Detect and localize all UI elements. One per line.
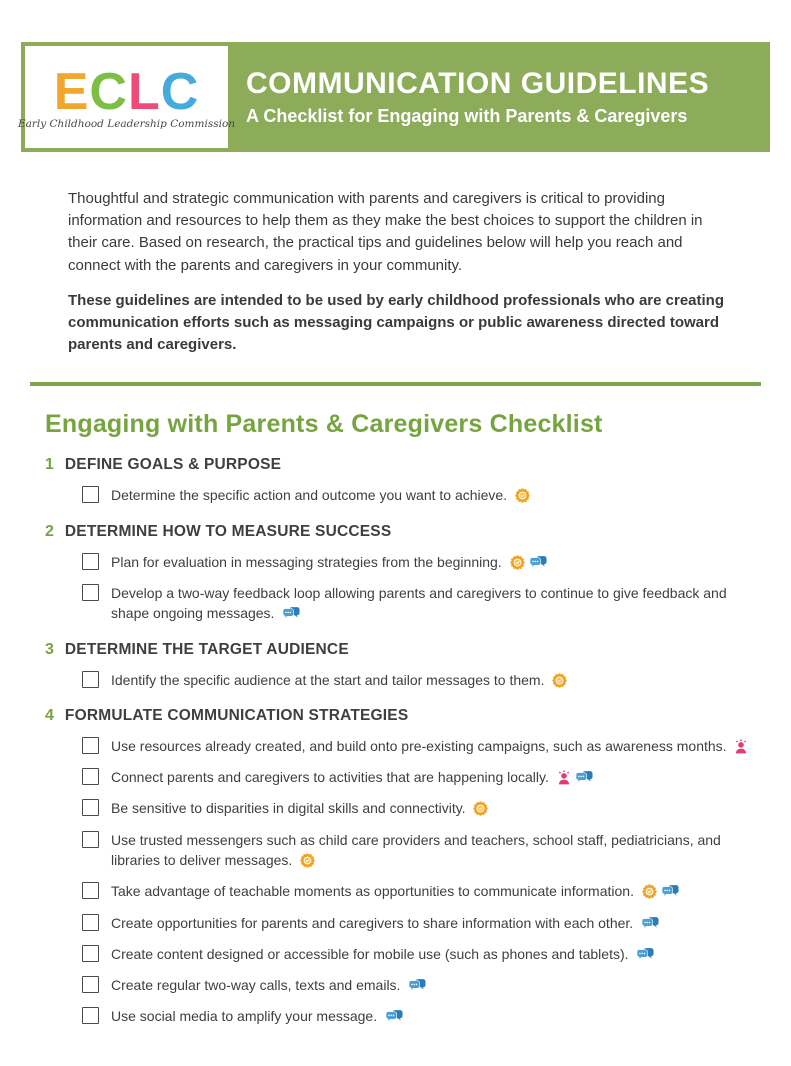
award-badge-icon xyxy=(510,555,525,570)
speech-bubbles-icon xyxy=(408,978,426,993)
logo-letter: L xyxy=(127,62,161,121)
section-items xyxy=(45,736,761,1027)
checkbox[interactable] xyxy=(82,914,99,931)
checklist-heading: Engaging with Parents & Caregivers Checklist xyxy=(45,410,603,439)
checkbox[interactable] xyxy=(82,831,99,848)
checklist-section xyxy=(45,707,761,1027)
speech-bubbles-icon xyxy=(385,1009,403,1024)
speech-bubbles-icon xyxy=(641,916,659,931)
item-text: Be sensitive to disparities in digital skills and connectivity. xyxy=(111,798,488,818)
item-text: Create regular two-way calls, texts and emails. xyxy=(111,975,426,995)
section-header xyxy=(45,707,761,725)
item-text: Identify the specific audience at the start and tailor messages to them. xyxy=(111,670,567,690)
section-header xyxy=(45,456,761,474)
header-banner xyxy=(17,42,770,152)
checkbox[interactable] xyxy=(82,768,99,785)
checkbox[interactable] xyxy=(82,737,99,754)
checklist-item xyxy=(82,670,761,690)
checklist-section xyxy=(45,641,761,690)
checklist-item xyxy=(82,975,761,995)
award-badge-icon xyxy=(642,884,657,899)
speech-bubbles-icon xyxy=(661,884,679,899)
logo-tagline: Early Childhood Leadership Commission xyxy=(17,118,236,131)
eclc-logo xyxy=(17,46,236,148)
person-icon xyxy=(557,770,571,785)
section-number: 4 xyxy=(45,706,54,724)
item-text: Develop a two-way feedback loop allowing parents and caregivers to continue to give feedback and shape ongoing messages. xyxy=(111,584,727,622)
intro-paragraph-1: Thoughtful and strategic communication with parents and caregivers is critical to providing information and resources to help them as they make the best choices to support the children in their care. Based on research, the practical tips and guidelines below will help you reach and connect with the parents and caregivers in your community. xyxy=(68,190,703,274)
item-text: Create opportunities for parents and caregivers to share information with each other. xyxy=(111,913,659,933)
section-title: DEFINE GOALS & PURPOSE xyxy=(64,456,282,474)
checkbox[interactable] xyxy=(82,486,99,503)
header-titles xyxy=(228,46,766,148)
section-title: DETERMINE THE TARGET AUDIENCE xyxy=(64,640,349,658)
section-items xyxy=(45,670,761,690)
checkbox[interactable] xyxy=(82,553,99,570)
checkbox[interactable] xyxy=(82,584,99,601)
checklist-item xyxy=(82,913,761,933)
checkbox[interactable] xyxy=(82,1007,99,1024)
item-text: Use trusted messengers such as child care providers and teachers, school staff, pediatricians, and libraries to deliver messages. xyxy=(111,831,721,868)
logo-letter: E xyxy=(53,62,90,121)
item-text: Use resources already created, and build onto pre-existing campaigns, such as awareness months. xyxy=(111,736,748,756)
checkbox[interactable] xyxy=(82,671,99,688)
speech-bubbles-icon xyxy=(575,770,593,785)
section-number: 3 xyxy=(45,640,54,658)
checklist-item xyxy=(82,798,761,818)
speech-bubbles-icon xyxy=(636,947,654,962)
item-text: Create content designed or accessible for mobile use (such as phones and tablets). xyxy=(111,944,654,964)
checklist-item xyxy=(82,485,761,505)
section-items xyxy=(45,485,761,505)
award-badge-icon xyxy=(300,853,315,868)
item-text: Take advantage of teachable moments as opportunities to communicate information. xyxy=(111,881,679,901)
checkbox[interactable] xyxy=(82,976,99,993)
page-subtitle: A Checklist for Engaging with Parents & Caregivers xyxy=(246,106,688,126)
intro-paragraph-2: These guidelines are intended to be used by early childhood professionals who are creating communication efforts such as messaging campaigns or public awareness directed toward parents and caregivers. xyxy=(68,291,724,354)
logo-letter: C xyxy=(160,62,200,121)
section-number: 2 xyxy=(45,522,54,540)
checkbox[interactable] xyxy=(82,945,99,962)
logo-letter: C xyxy=(89,62,128,121)
award-badge-icon xyxy=(515,488,530,503)
section-header xyxy=(45,523,761,541)
item-text: Plan for evaluation in messaging strategies from the beginning. xyxy=(111,552,547,572)
intro-text xyxy=(68,188,735,356)
section-number: 1 xyxy=(45,456,54,474)
section-items xyxy=(45,552,761,624)
item-text: Use social media to amplify your message. xyxy=(111,1006,403,1026)
checklist-section xyxy=(45,456,761,505)
speech-bubbles-icon xyxy=(282,606,300,621)
checkbox[interactable] xyxy=(82,882,99,899)
checklist-sections xyxy=(45,456,761,1026)
checklist-item xyxy=(82,767,761,787)
checklist-item xyxy=(82,552,761,572)
page-title: COMMUNICATION GUIDELINES xyxy=(246,67,710,100)
checklist-item xyxy=(82,944,761,964)
award-badge-icon xyxy=(473,801,488,816)
checklist-item xyxy=(82,583,761,624)
checklist-item xyxy=(82,736,761,756)
section-header xyxy=(45,641,761,659)
item-text: Determine the specific action and outcome you want to achieve. xyxy=(111,485,530,505)
checklist-section xyxy=(45,523,761,624)
checklist-item xyxy=(82,881,761,901)
item-text: Connect parents and caregivers to activities that are happening locally. xyxy=(111,767,593,787)
checklist-item xyxy=(82,830,761,871)
section-title: DETERMINE HOW TO MEASURE SUCCESS xyxy=(64,522,392,540)
checkbox[interactable] xyxy=(82,799,99,816)
section-divider xyxy=(30,382,761,386)
section-title: FORMULATE COMMUNICATION STRATEGIES xyxy=(64,706,409,724)
logo-wordmark xyxy=(53,62,200,121)
speech-bubbles-icon xyxy=(529,555,547,570)
award-badge-icon xyxy=(552,673,567,688)
person-icon xyxy=(734,739,748,754)
